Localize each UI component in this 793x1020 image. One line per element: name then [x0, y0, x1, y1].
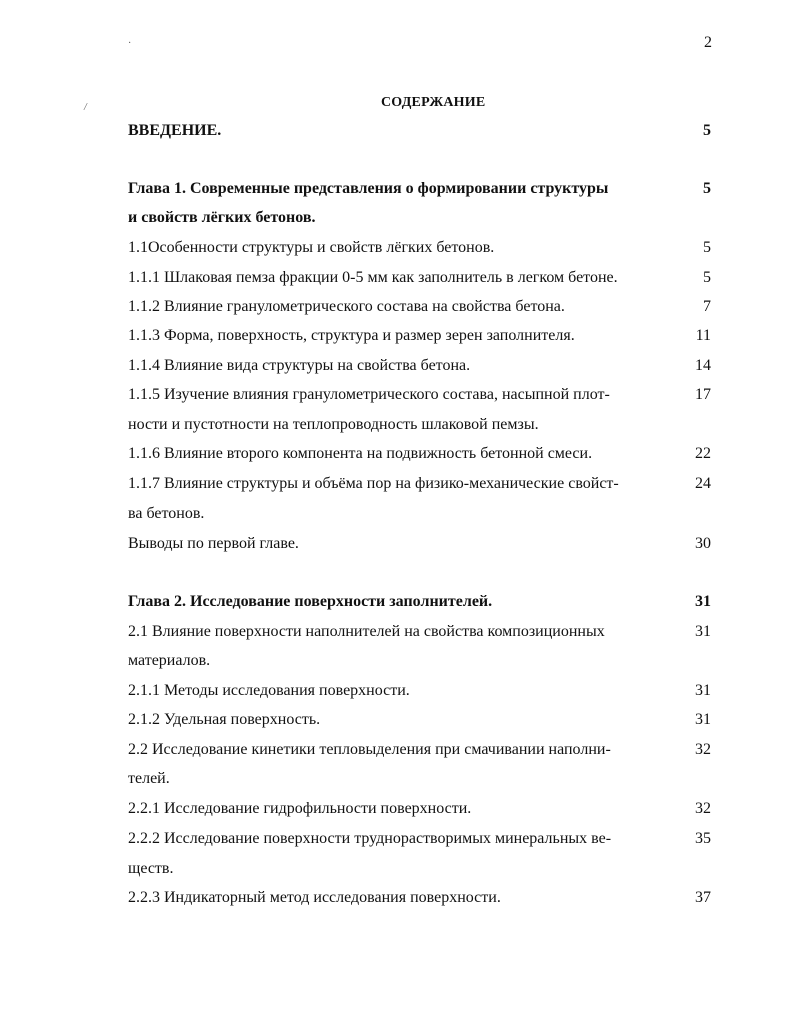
toc-entry-title: 2.2.1 Исследование гидрофильности поверхности. [128, 800, 472, 817]
toc-entry-title: 1.1.5 Изучение влияния гранулометрического состава, насыпной плот- [128, 386, 610, 403]
toc-entry-title-continuation: ществ. [128, 860, 174, 877]
toc-entry-page: 22 [695, 445, 711, 462]
toc-entry-page: 5 [703, 122, 711, 139]
toc-entry-title: 1.1.4 Влияние вида структуры на свойства бетона. [128, 357, 471, 374]
toc-entry-page: 5 [703, 239, 711, 256]
toc-entry-page: 14 [695, 357, 711, 374]
toc-entry-title: 2.2.2 Исследование поверхности труднорастворимых минеральных ве- [128, 830, 612, 847]
toc-entry-page: 24 [695, 475, 711, 492]
toc-entry-title: Глава 2. Исследование поверхности заполнителей. [128, 593, 493, 610]
toc-entry-title: 2.2 Исследование кинетики тепловыделения при смачивании наполни- [128, 741, 611, 758]
toc-entry-title: 1.1.6 Влияние второго компонента на подвижность бетонной смеси. [128, 445, 593, 462]
toc-entry-page: 31 [695, 682, 711, 699]
toc-entry-title: Выводы по первой главе. [128, 535, 299, 552]
toc-entry-page: 17 [695, 386, 711, 403]
toc-entry-page: 5 [703, 180, 711, 197]
toc-entry-page: 32 [695, 800, 711, 817]
toc-entry-title: 2.2.3 Индикаторный метод исследования поверхности. [128, 889, 501, 906]
toc-entry-page: 7 [703, 298, 711, 315]
page-number: 2 [704, 34, 712, 51]
toc-entry-page: 31 [695, 593, 711, 610]
toc-entry-title-continuation: материалов. [128, 652, 211, 669]
toc-entry-page: 11 [695, 327, 711, 344]
scan-speck: / [84, 102, 87, 113]
toc-entry-title: 2.1.1 Методы исследования поверхности. [128, 682, 410, 699]
toc-entry-title: ВВЕДЕНИЕ. [128, 122, 222, 139]
toc-entry-page: 31 [695, 623, 711, 640]
scan-speck: · [128, 38, 132, 49]
toc-entry-title-continuation: ва бетонов. [128, 505, 205, 522]
toc-entry-page: 35 [695, 830, 711, 847]
toc-entry-title-continuation: телей. [128, 770, 170, 787]
page-title: СОДЕРЖАНИЕ [381, 95, 486, 110]
toc-entry-title-continuation: и свойств лёгких бетонов. [128, 209, 316, 226]
toc-entry-page: 31 [695, 711, 711, 728]
toc-entry-title: 1.1Особенности структуры и свойств лёгких бетонов. [128, 239, 495, 256]
toc-entry-title: 2.1 Влияние поверхности наполнителей на свойства композиционных [128, 623, 605, 640]
toc-entry-page: 32 [695, 741, 711, 758]
toc-entry-title: 1.1.1 Шлаковая пемза фракции 0-5 мм как заполнитель в легком бетоне. [128, 269, 618, 286]
toc-entry-title: 1.1.7 Влияние структуры и объёма пор на физико-механические свойст- [128, 475, 619, 492]
toc-entry-title: 1.1.2 Влияние гранулометрического состава на свойства бетона. [128, 298, 565, 315]
toc-entry-title: 2.1.2 Удельная поверхность. [128, 711, 321, 728]
toc-entry-page: 37 [695, 889, 711, 906]
toc-entry-page: 5 [703, 269, 711, 286]
toc-entry-title: 1.1.3 Форма, поверхность, структура и размер зерен заполнителя. [128, 327, 575, 344]
toc-entry-title: Глава 1. Современные представления о формировании структуры [128, 180, 609, 197]
toc-entry-title-continuation: ности и пустотности на теплопроводность шлаковой пемзы. [128, 416, 539, 433]
toc-entry-page: 30 [695, 535, 711, 552]
